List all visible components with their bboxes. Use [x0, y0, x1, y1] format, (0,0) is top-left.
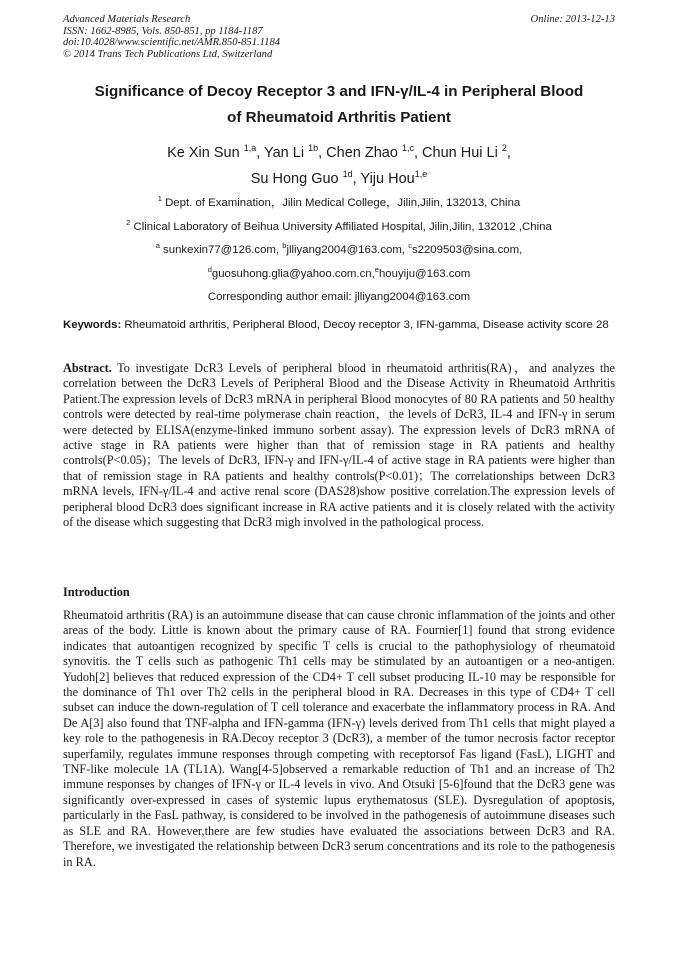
- email-mark: b: [282, 241, 287, 251]
- email-mark: a: [155, 241, 160, 251]
- affiliation-text: Clinical Laboratory of Beihua University Affiliated Hospital, Jilin,Jilin, 132012 ,China: [133, 220, 552, 233]
- email[interactable]: sunkexin77@126.com,: [163, 244, 283, 257]
- email-mark: d: [207, 264, 212, 274]
- affiliation-mark: 2: [126, 217, 131, 227]
- paper-title: [40, 79, 638, 131]
- author-separator: ,: [318, 145, 327, 161]
- author-affil-mark: 1b: [308, 143, 319, 153]
- abstract: [63, 361, 615, 530]
- author-affil-mark: 1d: [342, 169, 353, 179]
- section-heading-introduction: Introduction: [63, 585, 130, 599]
- introduction-text: Rheumatoid arthritis (RA) is an autoimmune disease that can cause chronic inflammation of the joints and other areas of the body. Little is known about the primary cause of RA. Fournier[1] found that strong evidence indicates that autoantigen recognized by specific T cells is crucial to the pathophysiology of rheumatoid synovitis. the T cells such as pathogenic Th1 cells may be stimulated by an autoantigen or a neo-antigen. Yudoh[2] believes that reduced expression of the CD4+ T cell subset producing IL-10 may be responsible for the dominance of Th1 over Th2 cells in the peripheral blood in RA. Decreases in this type of CD4+ T cell subset can induce the down-regulation of T cell tolerance and exacerbate the inflammatory process in RA. And De A[3] also found that TNF-alpha and IFN-gamma (IFN-γ) levels derived from Th1 cells that might played a key role to the pathogenesis in RA.Decoy receptor 3 (DcR3), a member of the tumor necrosis factor receptor superfamily, regulates immune responses through competing with receptorsof Fas ligand (FasL), LIGHT and TNF-like molecule 1A (TL1A). Wang[4-5]observed a remarkable reduction of Th1 and an increase of Th2 immune responses by changes of IFN-γ or IL-4 levels in vivo. And Otsuki [5-6]found that the DcR3 gene was significantly over-expressed in cases of systemic lupus erythematosus (SLE). Dysregulation of apoptosis, particularly in the FasL pathway, is considered to be involved in the pathogenesis of autoimmune diseases such as SLE and RA. However,there are few studies have evaluated the associations between DcR3 and RA. Therefore, we investigated the relationship between DcR3 serum concentrations and its role to the pathogenesis in RA.: [63, 608, 615, 869]
- author-separator: ,: [352, 171, 361, 187]
- author-name: Yan Li: [264, 145, 305, 161]
- corresponding-author: Corresponding author email: jlliyang2004@163.com: [207, 291, 471, 304]
- author-affil-mark: 2: [501, 143, 507, 153]
- author-separator: ,: [506, 145, 511, 161]
- author-affil-mark: 1,e: [414, 169, 428, 179]
- keywords-text: Rheumatoid arthritis, Peripheral Blood, Decoy receptor 3, IFN-gamma, Disease activity score 28: [121, 319, 609, 331]
- email[interactable]: jlliyang2004@163.com,: [286, 244, 409, 257]
- title-line-2: of Rheumatoid Arthritis Patient: [227, 109, 451, 126]
- affiliation-mark: 1: [157, 194, 162, 203]
- affiliation-2: [40, 216, 638, 240]
- author-name: Chun Hui Li: [422, 145, 498, 161]
- authors-line-2: [40, 166, 638, 192]
- email-mark: c: [408, 241, 412, 251]
- journal-header: [63, 14, 615, 60]
- author-affil-mark: 1,a: [243, 143, 257, 153]
- email-mark: e: [374, 264, 379, 274]
- author-name: Chen Zhao: [326, 145, 398, 161]
- doi-line: doi:10.4028/www.scientific.net/AMR.850-851.1184: [63, 37, 281, 49]
- affiliations: [40, 192, 638, 310]
- issn-line: ISSN: 1662-8985, Vols. 850-851, pp 1184-1187: [63, 25, 263, 37]
- email[interactable]: houyiju@163.com: [378, 267, 471, 280]
- copyright-line: © 2014 Trans Tech Publications Ltd, Switzerland: [63, 48, 273, 60]
- author-name: Ke Xin Sun: [167, 145, 240, 161]
- author-name: Su Hong Guo: [250, 171, 339, 187]
- keywords: [63, 318, 615, 333]
- affiliation-1: [40, 192, 638, 216]
- emails-line-2: [40, 263, 638, 287]
- abstract-label: Abstract.: [63, 361, 112, 375]
- email[interactable]: guosuhong.glia@yahoo.com.cn,: [211, 267, 375, 280]
- keywords-label: Keywords:: [63, 319, 122, 331]
- email[interactable]: s2209503@sina.com,: [411, 244, 523, 257]
- title-line-1: Significance of Decoy Receptor 3 and IFN-γ/IL-4 in Peripheral Blood: [94, 83, 584, 100]
- author-name: Yiju Hou: [360, 171, 415, 187]
- emails-line-1: [40, 239, 638, 263]
- author-separator: ,: [256, 145, 265, 161]
- journal-name: Advanced Materials Research: [63, 14, 191, 25]
- author-separator: ,: [413, 145, 423, 161]
- author-list: [40, 140, 638, 192]
- affiliation-text: Dept. of Examination，Jilin Medical College，Jilin,Jilin, 132013, China: [165, 197, 521, 209]
- online-date: Online: 2013-12-13: [530, 14, 615, 25]
- authors-line-1: [40, 140, 638, 166]
- abstract-text: To investigate DcR3 Levels of peripheral blood in rheumatoid arthritis(RA)，and analyzes the correlation between the DcR3 Levels of Peripheral Blood and the Disease Activity in Rheumatoid Arthritis Patient.The expression levels of DcR3 mRNA in peripheral Blood monocytes of 80 RA patients and 50 healthy controls were detected by real-time polymerase chain reaction，the levels of DcR3, IL-4 and IFN-γ in serum were detected by ELISA(enzyme-linked immuno sorbent assay). The expression levels of DcR3 mRNA of active stage in RA patients were higher than that of remission stage in RA patients and healthy controls(P<0.05)；The levels of DcR3, IFN-γ and IFN-γ/IL-4 of active stage in RA patients were higher than that of remission stage in RA patients and healthy controls(P<0.01)；The correlationships between DcR3 mRNA levels, IFN-γ/IL-4 and active renal score (DAS28)show positive correlation.The expression levels of peripheral blood DcR3 does significant increase in RA active patients and it is closely related with the activity of the disease which suggesting that DcR3 migh involved in the pathological process.: [63, 361, 615, 530]
- author-affil-mark: 1,c: [401, 143, 414, 153]
